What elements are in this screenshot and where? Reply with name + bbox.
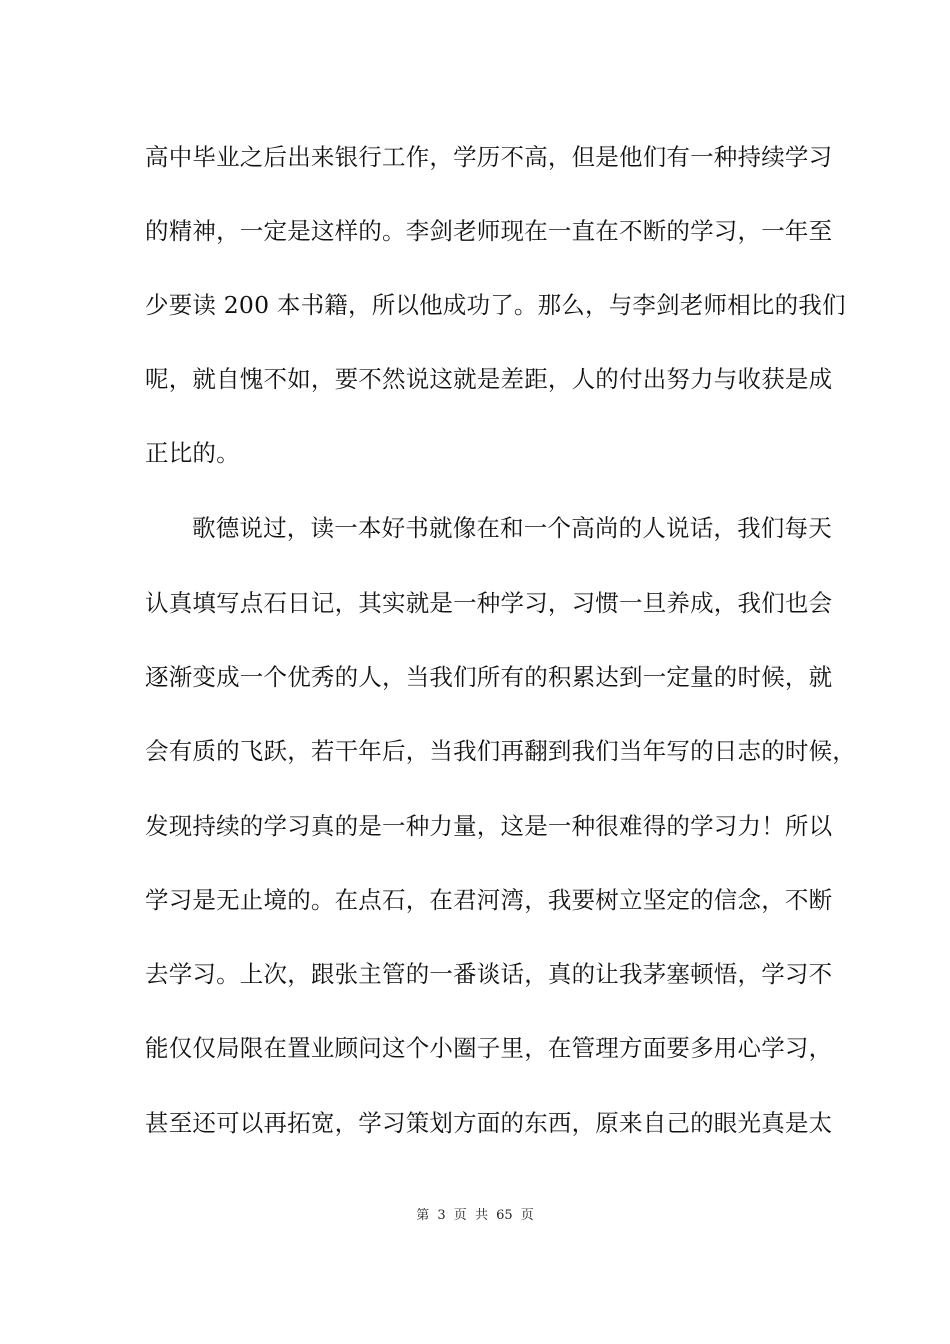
paragraph-2-line-7: 去学习。上次，跟张主管的一番谈话，真的让我茅塞顿悟，学习不 [145, 960, 833, 988]
footer-prefix: 第 [416, 1208, 430, 1223]
paragraph-1-line-2: 的精神，一定是这样的。李剑老师现在一直在不断的学习，一年至 [145, 217, 833, 245]
paragraph-1-line-3: 少要读 200 本书籍，所以他成功了。那么，与李剑老师相比的我们 [145, 291, 846, 319]
paragraph-2-line-6: 学习是无止境的。在点石，在君河湾，我要树立坚定的信念，不断 [145, 886, 833, 914]
page-footer [0, 1207, 950, 1225]
paragraph-1-line-4: 呢，就自愧不如，要不然说这就是差距，人的付出努力与收获是成 [145, 365, 833, 393]
paragraph-2-line-5: 发现持续的学习真的是一种力量，这是一种很难得的学习力！所以 [145, 812, 833, 840]
paragraph-2-line-8: 能仅仅局限在置业顾问这个小圈子里，在管理方面要多用心学习， [145, 1034, 833, 1062]
paragraph-1-line-1: 高中毕业之后出来银行工作，学历不高，但是他们有一种持续学习 [145, 143, 833, 171]
paragraph-2-line-3: 逐渐变成一个优秀的人，当我们所有的积累达到一定量的时候，就 [145, 663, 833, 691]
footer-suffix: 页 [520, 1208, 534, 1223]
footer-page-word: 页 [453, 1208, 467, 1223]
footer-total-word: 共 [474, 1208, 488, 1223]
paragraph-2-line-9: 甚至还可以再拓宽，学习策划方面的东西，原来自己的眼光真是太 [145, 1109, 833, 1137]
footer-current-page: 3 [437, 1208, 446, 1223]
footer-total-pages: 65 [496, 1208, 513, 1223]
paragraph-2-line-1: 歌德说过，读一本好书就像在和一个高尚的人说话，我们每天 [192, 514, 832, 542]
paragraph-2-line-4: 会有质的飞跃，若干年后，当我们再翻到我们当年写的日志的时候， [145, 737, 856, 765]
paragraph-1-line-5: 正比的。 [145, 439, 240, 467]
paragraph-2-line-2: 认真填写点石日记，其实就是一种学习，习惯一旦养成，我们也会 [145, 589, 833, 617]
